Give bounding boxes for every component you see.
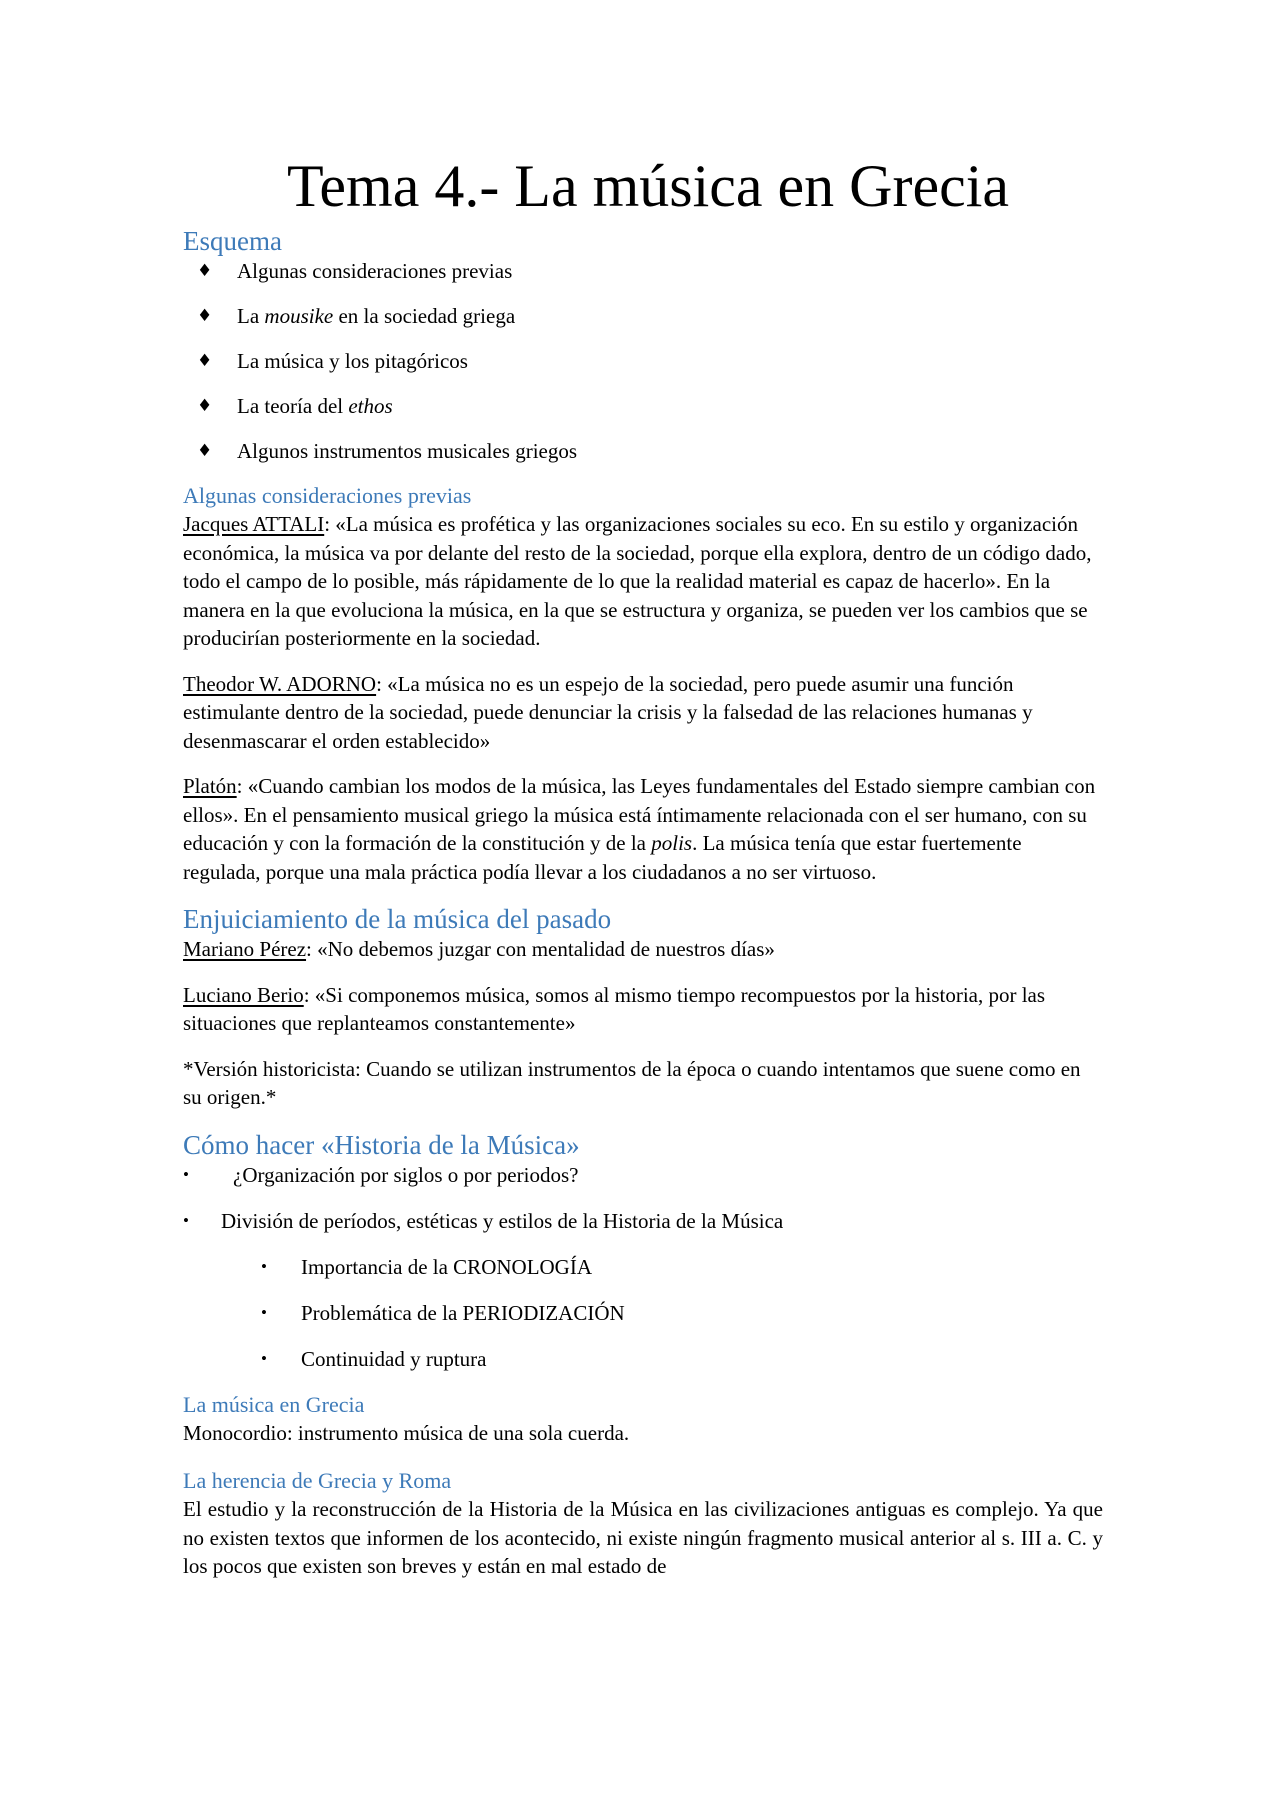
diamond-bullet-icon: ♦	[197, 351, 213, 371]
enjuiciamiento-heading: Enjuiciamiento de la música del pasado	[183, 904, 612, 934]
list-item: • ¿Organización por siglos o por periodos?	[183, 1162, 579, 1187]
bullet-icon: •	[261, 1348, 267, 1368]
esquema-list	[183, 257, 1103, 465]
list-item: • División de períodos, estéticas y estilos de la Historia de la Música	[183, 1208, 784, 1233]
list-item: ♦ La teoría del ethos	[197, 394, 393, 418]
bullet-icon: •	[261, 1256, 267, 1276]
bullet-icon: •	[183, 1210, 189, 1230]
list-item: • Importancia de la CRONOLOGÍA	[261, 1254, 593, 1279]
esquema-heading: Esquema	[183, 226, 282, 256]
list-item: ♦ La música y los pitagóricos	[197, 349, 468, 373]
monocordio-paragraph: Monocordio: instrumento música de una sola cuerda.	[183, 1420, 630, 1445]
list-item: ♦ Algunas consideraciones previas	[197, 259, 513, 283]
author-name: Theodor W. ADORNO	[183, 671, 377, 696]
platon-paragraph: Platón: «Cuando cambian los modos de la música, las Leyes fundamentales del Estado siempre cambian con ellos». En el pensamiento musical griego la música está íntimamente relacionada con el ser humano, con su educación y con la formación de la constitución y de la polis. La música tenía que estar fuertemente regulada, porque una mala práctica podía llevar a los ciudadanos a no ser virtuoso.	[183, 774, 1096, 884]
diamond-bullet-icon: ♦	[197, 396, 213, 416]
list-item: ♦ La mousike en la sociedad griega	[197, 304, 516, 328]
berio-paragraph: Luciano Berio: «Si componemos música, somos al mismo tiempo recompuestos por la historia, por las situaciones que replanteamos constantemente»	[183, 982, 1046, 1035]
diamond-bullet-icon: ♦	[197, 306, 213, 326]
list-item: ♦ Algunos instrumentos musicales griegos	[197, 439, 578, 463]
adorno-paragraph: Theodor W. ADORNO: «La música no es un espejo de la sociedad, pero puede asumir una función estimulante dentro de la sociedad, puede denunciar la crisis y la falsedad de las relaciones humanas y desenmascarar el orden establecido»	[183, 671, 1033, 753]
document-body	[183, 150, 1103, 1598]
consideraciones-heading: Algunas consideraciones previas	[183, 483, 472, 508]
bullet-icon: •	[261, 1302, 267, 1322]
diamond-bullet-icon: ♦	[197, 261, 213, 281]
musica-grecia-heading: La música en Grecia	[183, 1391, 365, 1417]
page-title: Tema 4.- La música en Grecia	[286, 153, 1010, 219]
list-item: • Continuidad y ruptura	[261, 1346, 487, 1371]
author-name: Platón	[183, 774, 237, 798]
herencia-heading: La herencia de Grecia y Roma	[183, 1468, 452, 1493]
list-item: • Problemática de la PERIODIZACIÓN	[261, 1300, 625, 1325]
attali-paragraph: Jacques ATTALI: «La música es profética y las organizaciones sociales su eco. En su estilo y organización económica, la música va por delante del resto de la sociedad, porque ella explora, dentro de un código dado, todo el campo de lo posible, más rápidamente de lo que la realidad material es capaz de hacerlo». En la manera en la que evoluciona la música, en la que se estructura y organiza, se pueden ver los cambios que se producirían posteriormente en la sociedad.	[183, 512, 1092, 650]
diamond-bullet-icon: ♦	[197, 441, 213, 461]
herencia-paragraph: El estudio y la reconstrucción de la Historia de la Música en las civilizaciones antiguas es complejo. Ya que no existen textos que informen de los acontecido, ni existe ningún fragmento musical anterior al s. III a. C. y los pocos que existen son breves y están en mal estado de	[183, 1497, 1103, 1578]
perez-paragraph: Mariano Pérez: «No debemos juzgar con mentalidad de nuestros días»	[183, 937, 775, 961]
como-hacer-heading: Cómo hacer «Historia de la Música»	[183, 1129, 580, 1160]
author-name: Luciano Berio	[183, 982, 304, 1007]
como-hacer-list	[183, 1161, 1103, 1373]
author-name: Mariano Pérez	[183, 937, 307, 961]
author-name: Jacques ATTALI	[183, 512, 325, 536]
bullet-icon: •	[183, 1164, 189, 1184]
historicist-note: *Versión historicista: Cuando se utilizan instrumentos de la época o cuando intentamos que suene como en su origen.*	[183, 1056, 1081, 1109]
